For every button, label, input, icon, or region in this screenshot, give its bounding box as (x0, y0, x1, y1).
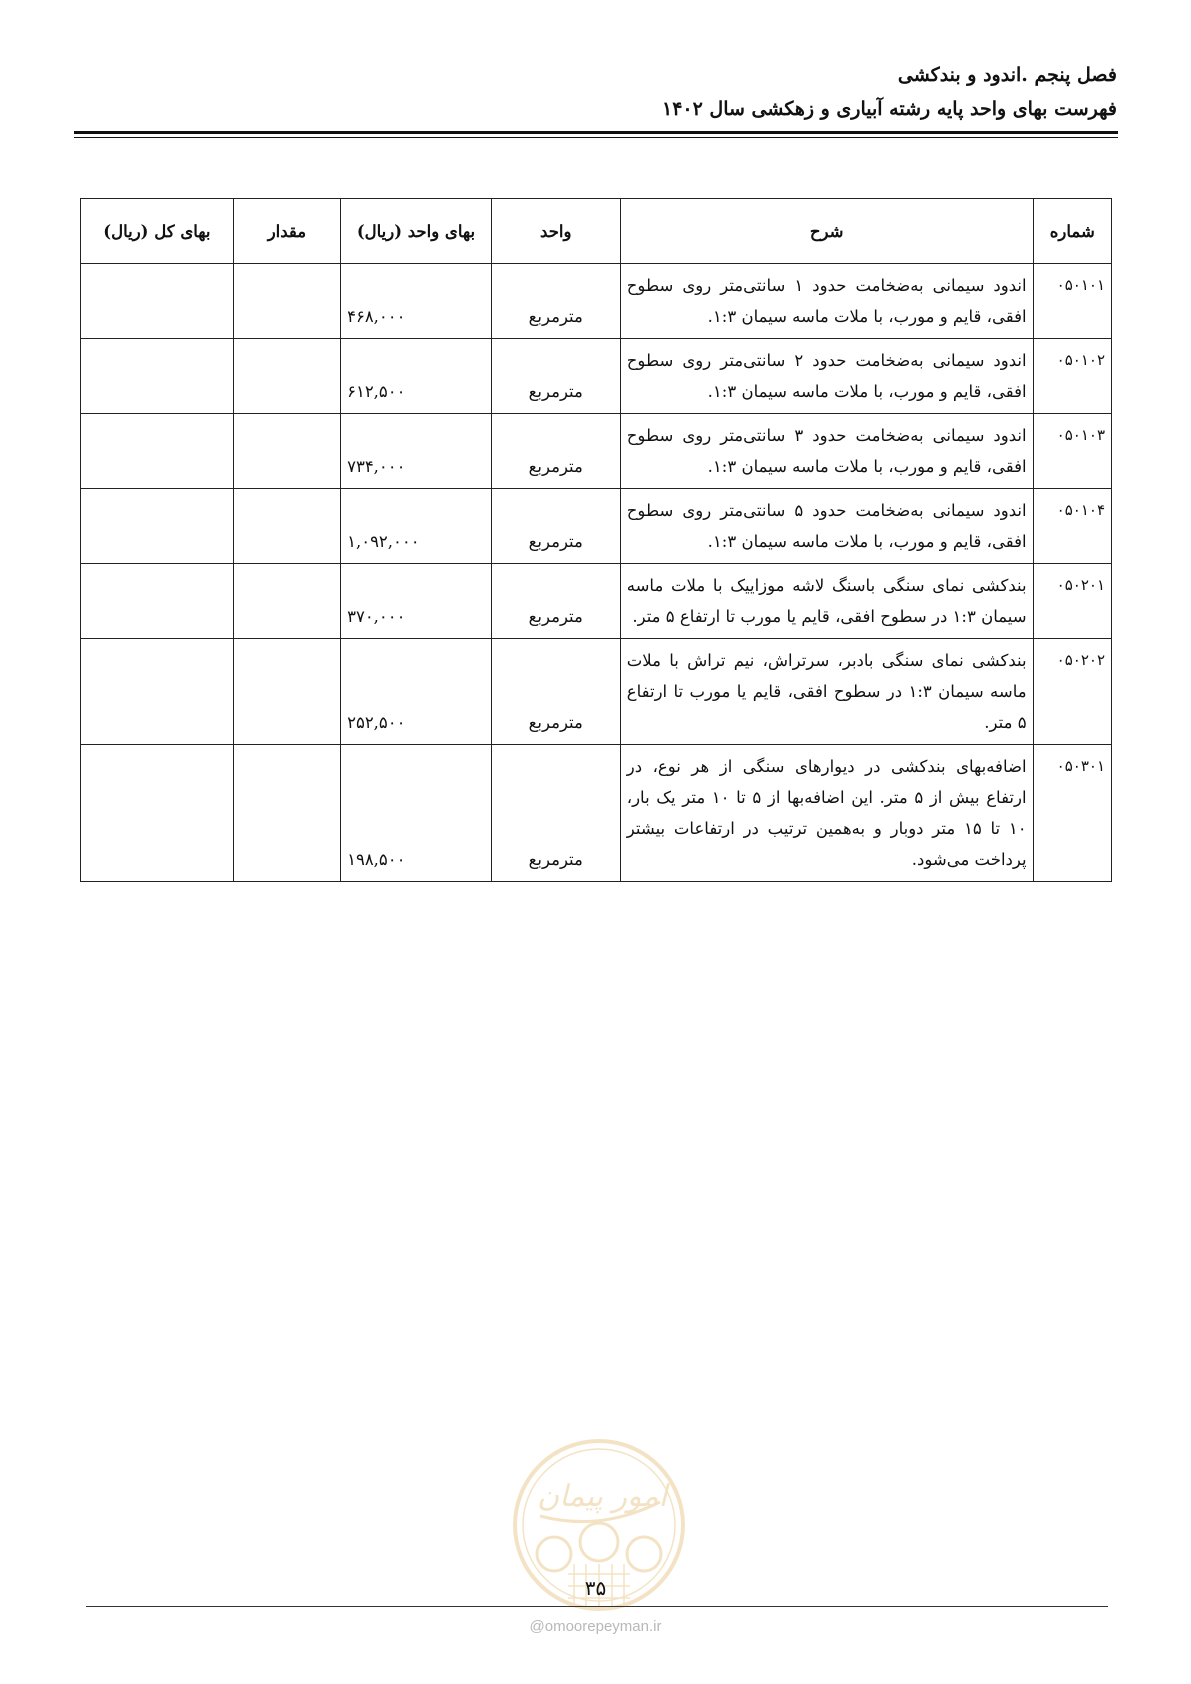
row-total-price (81, 339, 234, 414)
row-code: ۰۵۰۳۰۱ (1033, 745, 1111, 882)
row-description: اضافه‌بهای بندکشی در دیوارهای سنگی از هر نوع، در ارتفاع بیش از ۵ متر. این اضافه‌بها از ۵ تا ۱۰ متر یک بار، ۱۰ تا ۱۵ متر دوبار و به‌همین ترتیب در ارتفاعات بیشتر پرداخت می‌شود. (620, 745, 1033, 882)
row-quantity (233, 564, 340, 639)
document-subtitle: فهرست بهای واحد پایه رشته آبیاری و زهکشی سال ۱۴۰۲ (661, 98, 1117, 120)
row-code: ۰۵۰۱۰۴ (1033, 489, 1111, 564)
table-row (81, 564, 1112, 639)
col-header-description: شرح (620, 199, 1033, 264)
col-header-total-price: بهای کل (ریال) (81, 199, 234, 264)
row-code: ۰۵۰۱۰۱ (1033, 264, 1111, 339)
header-rule-thick (74, 131, 1118, 134)
table-header-row (81, 199, 1112, 264)
row-unit-price: ۷۳۴,۰۰۰ (341, 414, 492, 489)
col-header-unit-price: بهای واحد (ریال) (341, 199, 492, 264)
row-unit-price: ۱,۰۹۲,۰۰۰ (341, 489, 492, 564)
chapter-title: فصل پنجم .اندود و بندکشی (897, 64, 1117, 86)
row-code: ۰۵۰۱۰۲ (1033, 339, 1111, 414)
page-header (662, 58, 1117, 126)
row-description: بندکشی نمای سنگی باسنگ لاشه موزاییک با ملات ماسه سیمان ۱:۳ در سطوح افقی، قایم یا مورب تا ارتفاع ۵ متر. (620, 564, 1033, 639)
row-total-price (81, 264, 234, 339)
row-description: اندود سیمانی به‌ضخامت حدود ۲ سانتی‌متر روی سطوح افقی، قایم و مورب، با ملات ماسه سیمان ۱:۳. (620, 339, 1033, 414)
row-quantity (233, 414, 340, 489)
table-row (81, 264, 1112, 339)
watermark-text: امور پیمان (537, 1479, 667, 1514)
row-unit-price: ۶۱۲,۵۰۰ (341, 339, 492, 414)
header-rule-thin (74, 137, 1118, 138)
row-code: ۰۵۰۱۰۳ (1033, 414, 1111, 489)
table-row (81, 745, 1112, 882)
col-header-code: شماره (1033, 199, 1111, 264)
row-description: اندود سیمانی به‌ضخامت حدود ۱ سانتی‌متر روی سطوح افقی، قایم و مورب، با ملات ماسه سیمان ۱:۳. (620, 264, 1033, 339)
row-total-price (81, 639, 234, 745)
row-quantity (233, 264, 340, 339)
row-unit-price: ۳۷۰,۰۰۰ (341, 564, 492, 639)
row-quantity (233, 339, 340, 414)
row-description: اندود سیمانی به‌ضخامت حدود ۳ سانتی‌متر روی سطوح افقی، قایم و مورب، با ملات ماسه سیمان ۱:۳. (620, 414, 1033, 489)
row-unit-price: ۲۵۲,۵۰۰ (341, 639, 492, 745)
row-code: ۰۵۰۲۰۱ (1033, 564, 1111, 639)
row-total-price (81, 564, 234, 639)
row-description: اندود سیمانی به‌ضخامت حدود ۵ سانتی‌متر روی سطوح افقی، قایم و مورب، با ملات ماسه سیمان ۱:۳. (620, 489, 1033, 564)
row-description: بندکشی نمای سنگی بادبر، سرتراش، نیم تراش با ملات ماسه سیمان ۱:۳ در سطوح افقی، قایم یا مورب تا ارتفاع ۵ متر. (620, 639, 1033, 745)
row-unit-price: ۱۹۸,۵۰۰ (341, 745, 492, 882)
row-unit: مترمربع (491, 639, 620, 745)
row-total-price (81, 745, 234, 882)
table-row (81, 639, 1112, 745)
table-row (81, 414, 1112, 489)
row-unit-price: ۴۶۸,۰۰۰ (341, 264, 492, 339)
row-unit: مترمربع (491, 414, 620, 489)
row-code: ۰۵۰۲۰۲ (1033, 639, 1111, 745)
col-header-quantity: مقدار (233, 199, 340, 264)
row-unit: مترمربع (491, 264, 620, 339)
row-quantity (233, 489, 340, 564)
row-total-price (81, 414, 234, 489)
row-unit: مترمربع (491, 489, 620, 564)
page-number: ۳۵ (584, 1576, 607, 1600)
row-quantity (233, 639, 340, 745)
table-row (81, 339, 1112, 414)
col-header-unit: واحد (491, 199, 620, 264)
row-quantity (233, 745, 340, 882)
row-total-price (81, 489, 234, 564)
footer-rule (86, 1606, 1108, 1607)
row-unit: مترمربع (491, 564, 620, 639)
website-watermark: @omoorepeyman.ir (529, 1618, 662, 1635)
row-unit: مترمربع (491, 745, 620, 882)
table-row (81, 489, 1112, 564)
price-table (80, 198, 1112, 882)
row-unit: مترمربع (491, 339, 620, 414)
